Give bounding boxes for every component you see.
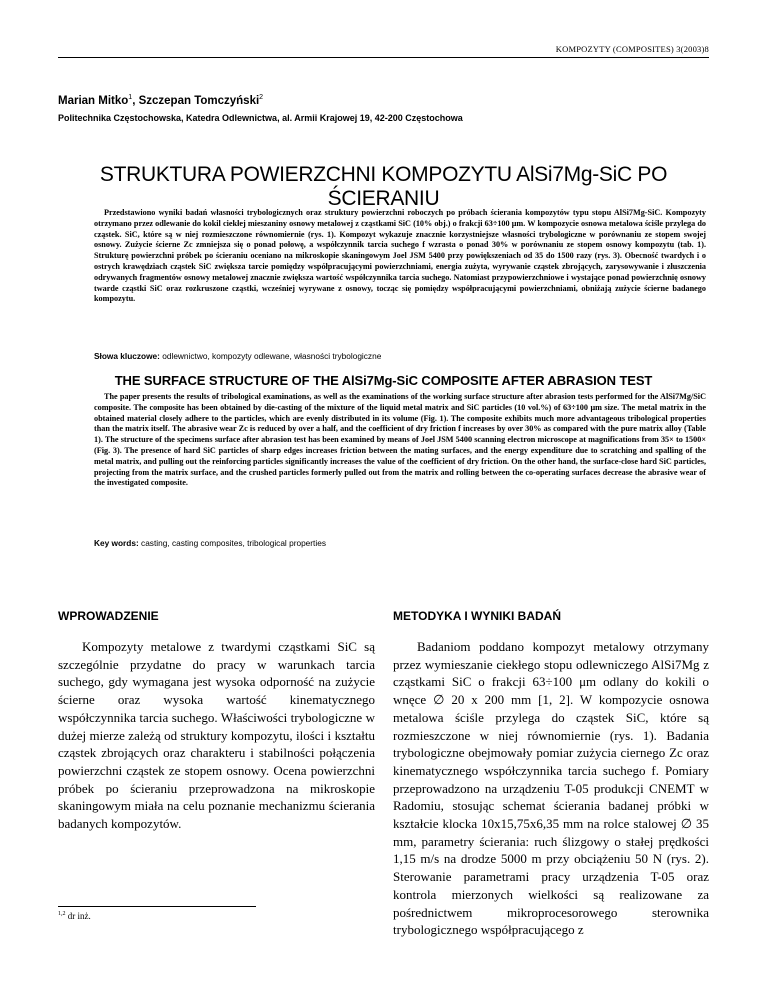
keywords-english — [94, 538, 326, 548]
author-name-2: , Szczepan Tomczyński — [132, 94, 260, 107]
section-heading-methodology: METODYKA I WYNIKI BADAŃ — [393, 609, 561, 623]
keywords-polish-text: odlewnictwo, kompozyty odlewane, własności trybologiczne — [162, 351, 382, 361]
methodology-paragraph: Badaniom poddano kompozyt metalowy otrzymany przez wymieszanie ciekłego stopu odlewniczego AlSi7Mg z cząstkami SiC o frakcji 63÷100 μm odlany do kokili o wnęce ∅ 20 x 200 mm [1, 2]. W kompozycie osnowa metalowa ściśle przylega do cząstek SiC, które są rozmieszczone w niej równomiernie (rys. 1). Badania trybologiczne obejmowały pomiar zużycia ciernego Zc oraz kinematycznego współczynnika tarcia suchego f. Pomiary przeprowadzono na urządzeniu T-05 produkcji CNEMT w Radomiu, stosując schemat ścierania badanej próbki w kształcie klocka 10x15,75x6,35 mm na rolce stalowej ∅ 35 mm, parametry ścierania: ruch ślizgowy o stałej prędkości 1,15 m/s na drodze 5000 m przy obciążeniu 50 N (rys. 2). Sterowanie parametrami pracy urządzenia T-05 oraz kontrola mierzonych wielkości są realizowane za pośrednictwem mikroprocesorowego sterownika trybologicznego współpracującego z — [393, 639, 709, 938]
keywords-polish-label: Słowa kluczowe: — [94, 351, 160, 361]
footnote-mark: 1,2 — [58, 911, 66, 917]
footnote — [58, 911, 91, 921]
introduction-paragraph: Kompozyty metalowe z twardymi cząstkami SiC są szczególnie przydatne do pracy w warunkach tarcia suchego, gdy wymagana jest wysoka odporność na zużycie ścierne oraz wysoka wartość kinematycznego współczynnika tarcia suchego. Właściwości trybologiczne w dużej mierze zależą od struktury kompozytu, ilości i kształtu cząstek zbrojących oraz charakteru i stabilności połączenia powierzchni cząstek ze stopem osnowy. Ocena powierzchni próbek po ścieraniu przeprowadzona na mikroskopie skaningowym miała na celu poznanie mechanizmu ścierania badanych kompozytów. — [58, 639, 375, 832]
author-1-affil-mark: 1 — [128, 94, 133, 101]
affiliation: Politechnika Częstochowska, Katedra Odlewnictwa, al. Armii Krajowej 19, 42-200 Częstochowa — [58, 113, 463, 123]
abstract-polish: Przedstawiono wyniki badań własności trybologicznych oraz struktury powierzchni roboczych po próbach ścierania kompozytów typu stopu AlSi7Mg-SiC. Kompozyty otrzymano przez odlewanie do kokil ciekłej mieszaniny osnowy metalowej z cząstkami SiC (10% obj.) o frakcji 63÷100 μm. W kompozycie osnowa metalowa ściśle przylega do cząstek. SiC, które są w niej rozmieszczone równomiernie (rys. 1). Kompozyt wykazuje znacznie korzystniejsze własności trybologiczne w porównaniu ze stopem swojej osnowy. Zużycie ścierne Zc zmniejsza się o ponad połowę, a współczynnik tarcia suchego f wzrasta o ponad 30% w porównaniu ze stopem osnowy kompozytu (tab. 1). Strukturę powierzchni próbek po ścieraniu oceniano na mikroskopie skaningowym Joel JSM 5400 przy powiększeniach od 35 do 1500 razy (rys. 3). Obecność twardych i o ostrych krawędziach cząstek SiC zwiększa tarcie pomiędzy współpracującymi powierzchniami, energia zużyta, wyrywanie cząstek zbrojących, zarysowywanie i złuszczenia odrywanych fragmentów osnowy metalowej znacznie zwiększa wartość współczynnika tarcia suchego. Natomiast przypowierzchniowe i wystające ponad powierzchnię osnowy twarde cząstki SiC oraz rozkruszone cząstki, wcześniej wyrywane z osnowy, tocząc się pomiędzy współpracującymi powierzchniami, obniżają zużycie ścierne badanego kompozytu. — [94, 208, 706, 304]
journal-header: KOMPOZYTY (COMPOSITES) 3(2003)8 — [555, 44, 709, 54]
section-heading-introduction: WPROWADZENIE — [58, 609, 159, 623]
author-2-affil-mark: 2 — [259, 94, 264, 101]
author-name-1: Marian Mitko — [58, 94, 129, 107]
footnote-text: dr inż. — [65, 911, 91, 921]
header-rule — [58, 57, 709, 58]
footnote-rule — [58, 906, 256, 907]
authors — [58, 94, 263, 107]
paper-title-polish: STRUKTURA POWIERZCHNI KOMPOZYTU AlSi7Mg-SiC PO ŚCIERANIU — [99, 163, 668, 210]
paper-title-english: THE SURFACE STRUCTURE OF THE AlSi7Mg-SiC COMPOSITE AFTER ABRASION TEST — [114, 373, 653, 388]
abstract-english: The paper presents the results of tribological examinations, as well as the examinations of the working surface structure after abrasion tests performed for the AlSi7Mg/SiC composite. The composite has been obtained by die-casting of the mixture of the liquid metal matrix and SiC particles (10 vol.%) of 63÷100 μm size. The metal matrix in the obtained material closely adhere to the particles, which are evenly distributed in its volume (Fig. 1). The composite exhibits much more advantageous tribological properties than the matrix itself. The abrasive wear Zc is reduced by over a half, and the coefficient of dry friction f increases by over 30% as compared with the pure matrix alloy (Table 1). The structure of the specimens surface after abrasion test has been examined by means of Joel JSM 5400 scanning electron microscope at magnifications from 35× to 1500× (Fig. 3). The presence of hard SiC particles of sharp edges increases friction between the mating surfaces, and the energy expenditure due to scratching and spalling of the metal matrix, and pulling out the reinforcing particles significantly increases the value of the coefficient of dry friction. On the other hand, the surface-close hard SiC particles, projecting from the matrix surface, and the crushed particles formerly pulled out from the matrix and rolling between the co-operating surfaces decrease the abrasive wear of the investigated composite. — [94, 392, 706, 488]
keywords-english-text: casting, casting composites, tribological properties — [141, 538, 326, 548]
keywords-english-label: Key words: — [94, 538, 139, 548]
keywords-polish — [94, 351, 381, 361]
